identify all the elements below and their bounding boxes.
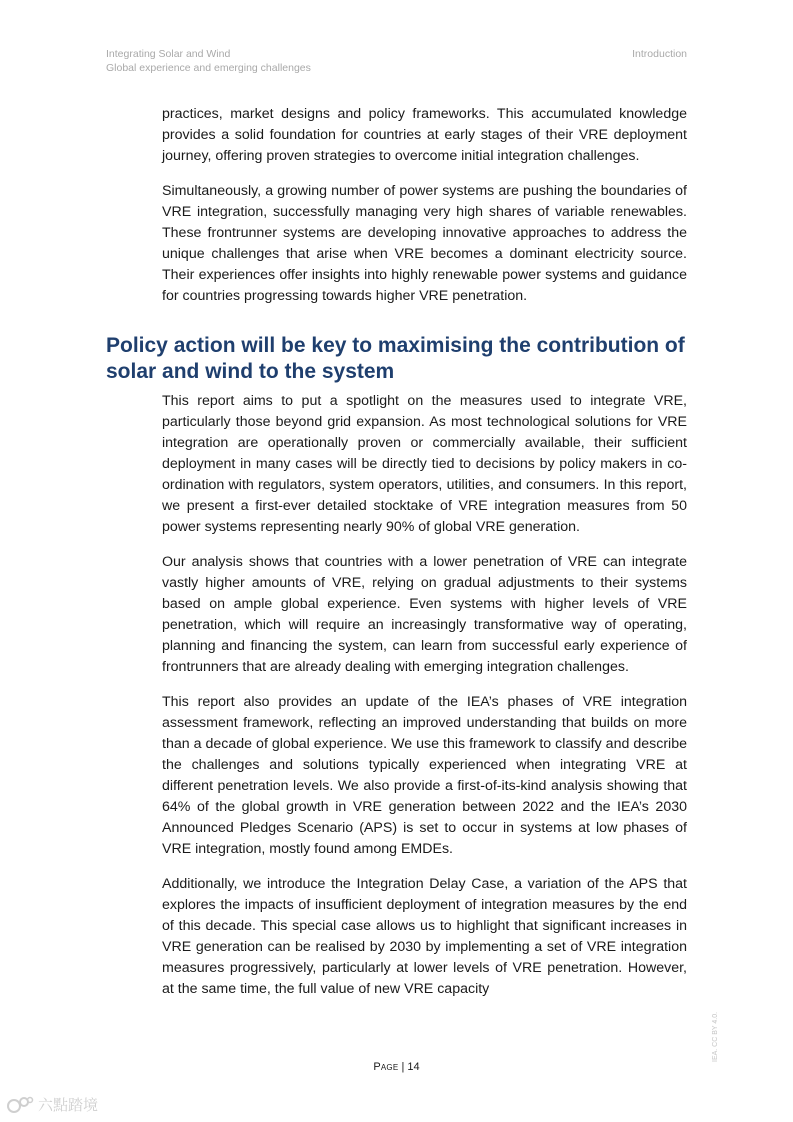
license-note: IEA. CC BY 4.0. bbox=[712, 1011, 719, 1062]
section-heading: Policy action will be key to maximising the contribution of solar and wind to the system bbox=[106, 334, 685, 383]
page-separator: | bbox=[401, 1061, 405, 1073]
running-header-title bbox=[106, 47, 311, 75]
page-label: Page bbox=[373, 1061, 399, 1073]
body-paragraph: Simultaneously, a growing number of power systems are pushing the boundaries of VRE integration, successfully managing very high shares of variable renewables. These frontrunner systems are developing innovative approaches to address the unique challenges that arise when VRE becomes a dominant electricity source. Their experiences offer insights into highly renewable power systems and guidance for countries progressing towards higher VRE penetration. bbox=[162, 183, 687, 304]
body-paragraph: This report also provides an update of the IEA’s phases of VRE integration assessment framework, reflecting an improved understanding that builds on more than a decade of global experience. We use this framework to classify and describe the challenges and solutions typically experienced when integrating VRE at different penetration levels. We also provide a first-of-its-kind analysis showing that 64% of the global growth in VRE generation between 2022 and the IEA’s 2030 Announced Pledges Scenario (APS) is set to occur in systems at low phases of VRE integration, mostly found among EMDEs. bbox=[162, 694, 687, 857]
page-number: 14 bbox=[407, 1061, 420, 1073]
body-paragraph: Our analysis shows that countries with a lower penetration of VRE can integrate vastly higher amounts of VRE, relying on gradual adjustments to their systems based on ample global experience. Even systems with higher levels of VRE penetration, which will require an increasingly transformative way of operating, planning and financing the system, can learn from successful early experience of frontrunners that are already dealing with emerging integration challenges. bbox=[162, 554, 687, 675]
header-section-name: Introduction bbox=[632, 48, 687, 60]
header-report-subtitle: Global experience and emerging challenges bbox=[106, 62, 311, 74]
watermark bbox=[6, 1094, 98, 1115]
body-paragraph: This report aims to put a spotlight on the measures used to integrate VRE, particularly those beyond grid expansion. As most technological solutions for VRE integration are operationally proven or commercially available, their sufficient deployment in many cases will be directly tied to decisions by policy makers in co-ordination with regulators, system operators, utilities, and consumers. In this report, we present a first-ever detailed stocktake of VRE integration measures from 50 power systems representing nearly 90% of global VRE generation. bbox=[162, 393, 687, 535]
watermark-text: 六點踏境 bbox=[38, 1097, 99, 1114]
page-footer bbox=[0, 1061, 793, 1073]
header-report-title: Integrating Solar and Wind bbox=[106, 48, 231, 60]
body-paragraph: practices, market designs and policy frameworks. This accumulated knowledge provides a solid foundation for countries at early stages of their VRE deployment journey, offering proven strategies to overcome initial integration challenges. bbox=[162, 106, 687, 164]
watermark-logo-icon bbox=[6, 1095, 34, 1115]
body-paragraph: Additionally, we introduce the Integration Delay Case, a variation of the APS that explores the impacts of insufficient deployment of integration measures by the end of this decade. This special case allows us to highlight that significant increases in VRE generation can be realised by 2030 by implementing a set of VRE integration measures progressively, particularly at lower levels of VRE penetration. However, at the same time, the full value of new VRE capacity bbox=[162, 876, 687, 997]
